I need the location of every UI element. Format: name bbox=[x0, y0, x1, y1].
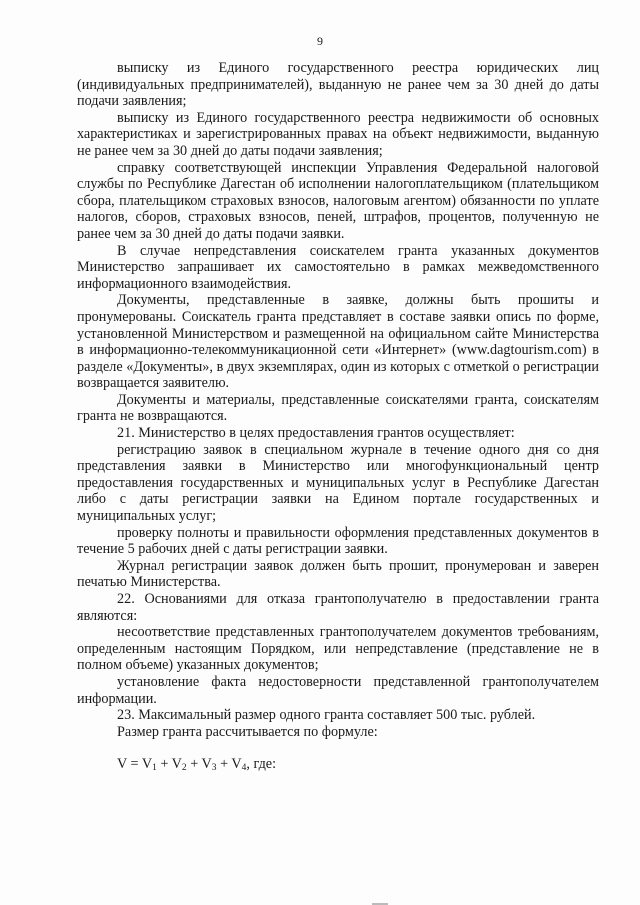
paragraph-egrn-extract: выписку из Единого государственного реестра недвижимости об основных характеристиках и зарегистрированных правах на объект недвижимости, выданную не ранее чем за 30 дней до даты подачи заявления; bbox=[77, 109, 599, 159]
paragraph-journal: Журнал регистрации заявок должен быть прошит, пронумерован и заверен печатью Министерства. bbox=[77, 557, 599, 591]
paragraph-tax-certificate: справку соответствующей инспекции Управления Федеральной налоговой службы по Республике Дагестан об исполнении налогоплательщиком (плательщиком сбора, плательщиком страховых взносов, налоговым агентом) обязанности по уплате налогов, сборов, страховых взносов, пеней, штрафов, процентов, полученную не ранее чем за 30 дней до даты подачи заявки. bbox=[77, 159, 599, 242]
paragraph-formula-intro: Размер гранта рассчитывается по формуле: bbox=[117, 723, 378, 740]
paragraph-documents-not-returned: Документы и материалы, представленные соискателями гранта, соискателям гранта не возвращаются. bbox=[77, 391, 599, 425]
paragraph-interagency-request: В случае непредставления соискателем гранта указанных документов Министерство запрашивает их самостоятельно в рамках межведомственного информационного взаимодействия. bbox=[77, 242, 599, 292]
paragraph-clause-22: 22. Основаниями для отказа грантополучателю в предоставлении гранта являются: bbox=[77, 591, 599, 624]
paragraph-clause-21: 21. Министерство в целях предоставления грантов осуществляет: bbox=[117, 425, 515, 442]
paragraph-egrul-extract: выписку из Единого государственного реестра юридических лиц (индивидуальных предпринимателей), выданную не ранее чем за 30 дней до даты подачи заявления; bbox=[77, 60, 599, 110]
document-body bbox=[77, 60, 599, 773]
paragraph-verification: проверку полноты и правильности оформления представленных документов в течение 5 рабочих дней с даты регистрации заявки. bbox=[77, 524, 599, 558]
page-number: 9 bbox=[317, 34, 323, 48]
paragraph-registration: регистрацию заявок в специальном журнале в течение одного дня со дня представления заявки в Министерство или многофункциональный центр предоставления государственных и муниципальных услуг в Республике Дагестан либо с даты регистрации заявки на Едином портале государственных и муниципальных услуг; bbox=[77, 441, 599, 525]
paragraph-false-information: установление факта недостоверности представленной грантополучателем информации. bbox=[77, 673, 599, 707]
grant-formula: $V = V_1 + V_2 + V_3 + V_4$, где: bbox=[117, 756, 277, 774]
paragraph-documents-inventory: Документы, представленные в заявке, должны быть прошиты и пронумерованы. Соискатель гранта представляет в составе заявки опись по форме, установленной Министерством и размещенной на официальном сайте Министерства в информационно-телекоммуникационной сети «Интернет» (www.dagtourism.com) в разделе «Документы», в двух экземплярах, один из которых с отметкой о регистрации возвращается заявителю. bbox=[77, 292, 599, 392]
paragraph-clause-23: 23. Максимальный размер одного гранта составляет 500 тыс. рублей. bbox=[117, 707, 536, 724]
paragraph-nonconformity: несоответствие представленных грантополучателем документов требованиям, определенным настоящим Порядком, или непредставление (представление не в полном объеме) указанных документов; bbox=[77, 624, 599, 674]
